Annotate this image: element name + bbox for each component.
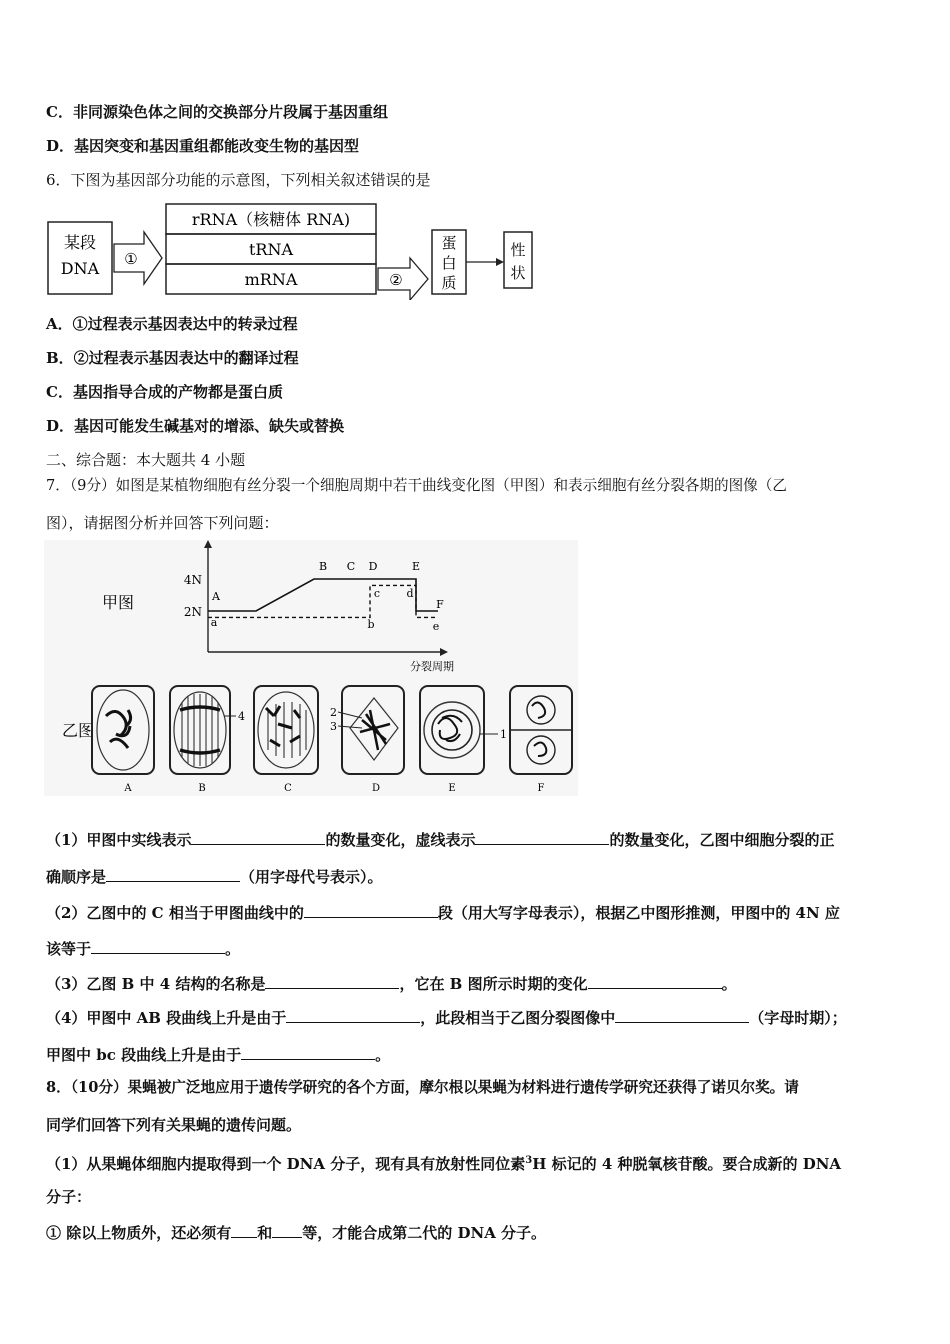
arrow-1-icon xyxy=(114,232,162,284)
cell-label-e: E xyxy=(448,783,456,794)
answer-blank[interactable] xyxy=(265,973,399,989)
point-label-A: A xyxy=(212,590,220,603)
rrna-label: rRNA（核糖体 RNA) xyxy=(191,210,351,229)
q6-option-b: B．②过程表示基因表达中的翻译过程 xyxy=(46,349,299,367)
answer-blank[interactable] xyxy=(241,1044,375,1060)
chart-title: 甲图 xyxy=(101,593,135,612)
q8-part-1-line-1: （1）从果蝇体细胞内提取得到一个 DNA 分子，现有具有放射性同位素$^3$H 标记的 4 种脱氧核苷酸。要合成新的 DNA xyxy=(46,1155,842,1173)
tick-4n: 4N xyxy=(183,573,202,587)
cell-e xyxy=(420,686,484,774)
yi-cells-figure xyxy=(44,680,578,796)
dna-label-1: 某段 xyxy=(63,233,97,252)
protein-char-3: 质 xyxy=(441,274,457,292)
q8-part-1-line-2: 分子： xyxy=(46,1188,92,1206)
q5-option-c: C．非同源染色体之间的交换部分片段属于基因重组 xyxy=(46,103,388,121)
q7-part-2-line-2: 该等于 。 xyxy=(46,940,241,958)
gene-function-diagram xyxy=(44,200,534,300)
cell-label-c: C xyxy=(284,783,292,794)
answer-blank[interactable] xyxy=(231,1222,257,1238)
q6-option-a: A．①过程表示基因表达中的转录过程 xyxy=(46,315,298,333)
answer-blank[interactable] xyxy=(106,866,240,882)
answer-blank[interactable] xyxy=(286,1007,420,1023)
y-axis-arrow-icon xyxy=(204,540,212,548)
point-label-c: c xyxy=(373,587,381,600)
q6-option-d: D．基因可能发生碱基对的增添、缺失或替换 xyxy=(46,417,345,435)
trait-char-2: 状 xyxy=(510,264,526,282)
q7-stem-2: 图），请据图分析并回答下列问题： xyxy=(46,514,279,532)
q7-stem-1: 7．（9分）如图是某植物细胞有丝分裂一个细胞周期中若干曲线变化图（甲图）和表示细胞有丝分裂各期的图像（乙 xyxy=(46,477,787,494)
q7-part-1-line-1: （1）甲图中实线表示 的数量变化，虚线表示 的数量变化，乙图中细胞分裂的正 xyxy=(46,831,835,849)
cell-label-b: B xyxy=(198,783,206,794)
q7-part-1-line-2: 确顺序是 （用字母代号表示）。 xyxy=(46,868,383,886)
q6-stem: 6．下图为基因部分功能的示意图，下列相关叙述错误的是 xyxy=(46,171,431,189)
q8-stem-1: 8．（10分）果蝇被广泛地应用于遗传学研究的各个方面，摩尔根以果蝇为材料进行遗传学研究还获得了诺贝尔奖。请 xyxy=(46,1079,799,1096)
answer-blank[interactable] xyxy=(588,973,722,989)
answer-blank[interactable] xyxy=(91,938,225,954)
answer-blank[interactable] xyxy=(304,902,438,918)
protein-char-1: 蛋 xyxy=(441,234,457,252)
point-label-B: B xyxy=(318,560,328,573)
cell-a xyxy=(92,686,154,774)
point-label-b: b xyxy=(367,618,375,631)
q7-part-3: （3）乙图 B 中 4 结构的名称是 ，它在 B 图所示时期的变化 。 xyxy=(46,975,737,993)
cell-label-d: D xyxy=(371,783,381,794)
trna-label: tRNA xyxy=(248,240,294,259)
q8-part-1-line-3: ① 除以上物质外，还必须有 和 等，才能合成第二代的 DNA 分子。 xyxy=(46,1224,547,1242)
q7-part-4-line-2: 甲图中 bc 段曲线上升是由于 。 xyxy=(46,1046,391,1064)
section-heading: 二、综合题：本大题共 4 小题 xyxy=(46,451,246,469)
point-label-d: d xyxy=(406,587,414,600)
q7-part-2-line-1: （2）乙图中的 C 相当于甲图曲线中的 段（用大写字母表示），根据乙中图形推测，甲图中的 4N 应 xyxy=(46,904,840,922)
cell-label-a: A xyxy=(124,783,132,794)
dashed-line-series xyxy=(208,585,438,617)
q8-stem-2: 同学们回答下列有关果蝇的遗传问题。 xyxy=(46,1116,302,1134)
answer-blank[interactable] xyxy=(272,1222,302,1238)
tick-2n: 2N xyxy=(183,605,202,619)
mrna-label: mRNA xyxy=(244,270,298,289)
step-1-label: ① xyxy=(124,250,138,268)
point-label-E: E xyxy=(411,560,421,573)
step-2-label: ② xyxy=(389,271,403,289)
point-label-D: D xyxy=(368,560,378,573)
yi-title: 乙图 xyxy=(62,721,95,740)
q7-part-4-line-1: （4）甲图中 AB 段曲线上升是由于 ，此段相当于乙图分裂图像中 （字母时期）； xyxy=(46,1009,847,1027)
point-label-C: C xyxy=(346,560,356,573)
solid-line-series xyxy=(208,579,438,611)
x-axis-label: 分裂周期 xyxy=(410,660,454,673)
protein-char-2: 白 xyxy=(441,254,457,272)
point-label-F: F xyxy=(436,598,444,611)
trait-char-1: 性 xyxy=(510,241,526,259)
cell-c xyxy=(254,686,318,774)
point-label-e: e xyxy=(432,620,440,633)
answer-blank[interactable] xyxy=(475,829,609,845)
pointer-2-label: 2 xyxy=(330,706,337,719)
arrow-2-icon xyxy=(378,258,428,300)
answer-blank[interactable] xyxy=(615,1007,749,1023)
answer-blank[interactable] xyxy=(191,829,325,845)
point-label-a: a xyxy=(210,616,218,629)
q6-option-c: C．基因指导合成的产物都是蛋白质 xyxy=(46,383,283,401)
pointer-1-label: 1 xyxy=(500,728,507,741)
q5-option-d: D．基因突变和基因重组都能改变生物的基因型 xyxy=(46,137,360,155)
dna-label-2: DNA xyxy=(60,259,100,278)
pointer-4-label: 4 xyxy=(238,710,245,723)
arrow-3-icon xyxy=(496,258,504,266)
jia-chart xyxy=(44,540,578,680)
cell-label-f: F xyxy=(537,783,545,794)
pointer-3-label: 3 xyxy=(330,720,337,733)
x-axis-arrow-icon xyxy=(440,648,448,656)
